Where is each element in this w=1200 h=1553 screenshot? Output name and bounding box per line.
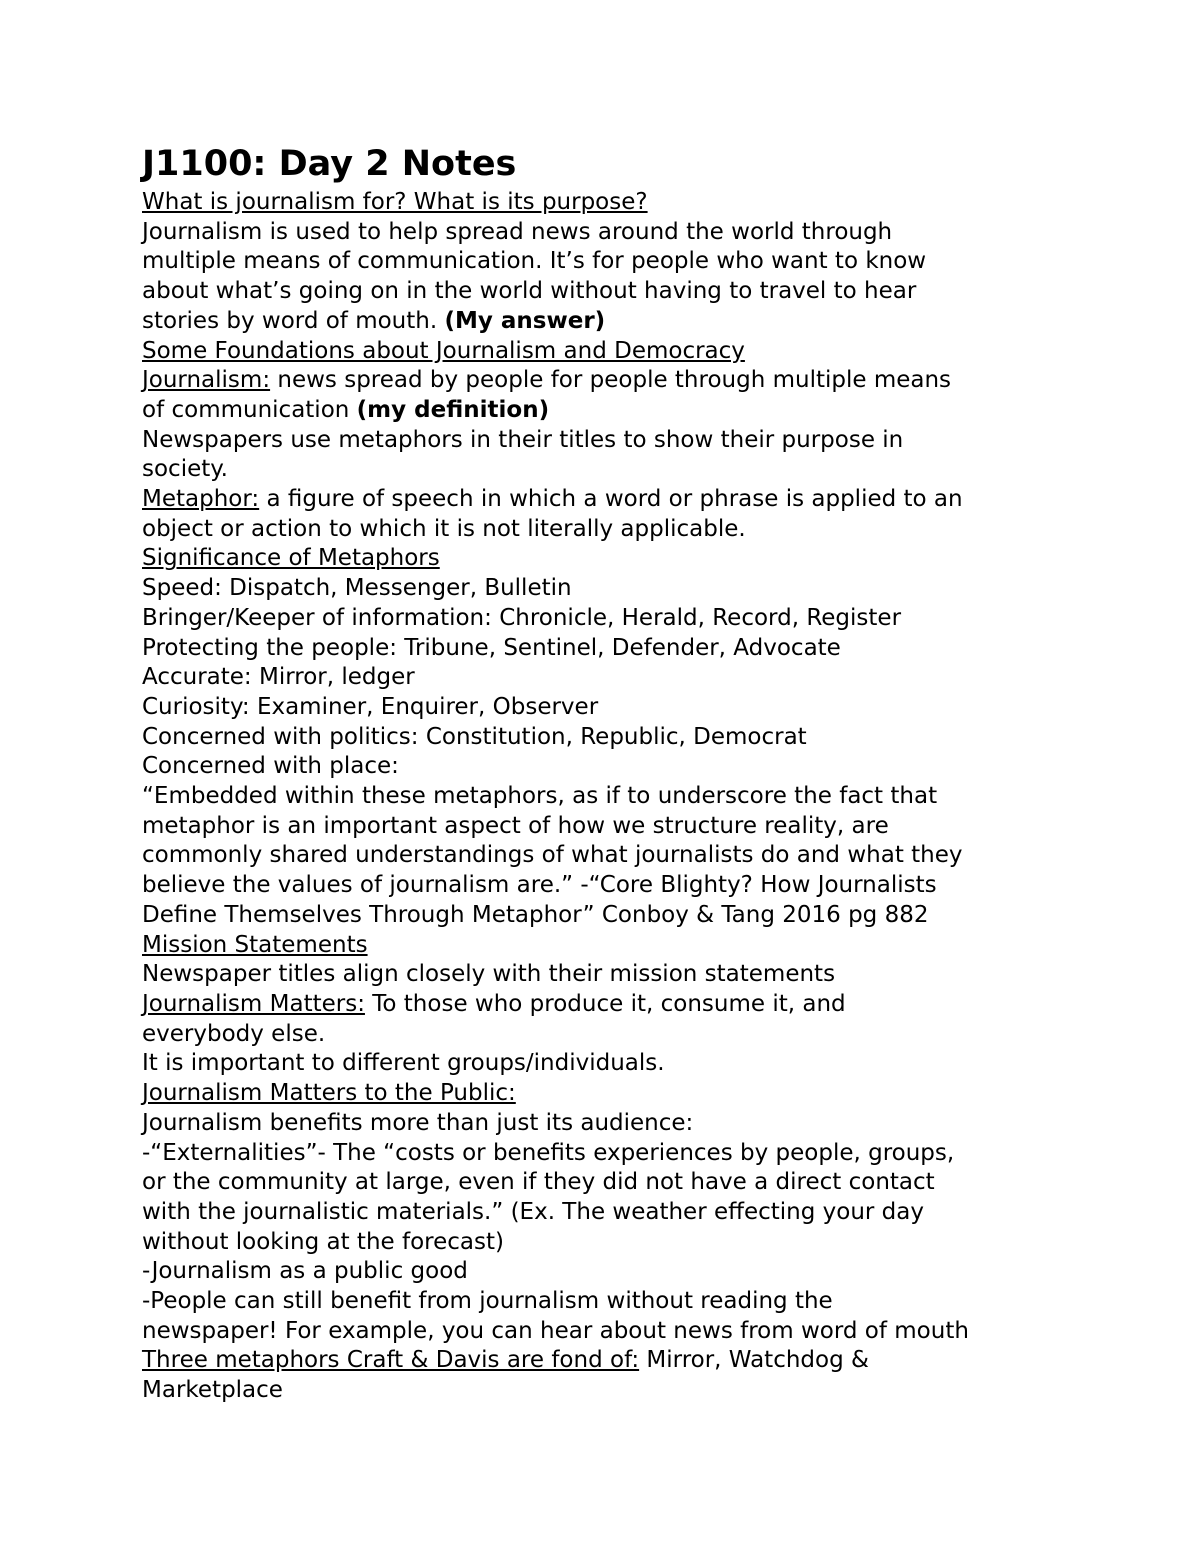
text-run: Concerned with place: xyxy=(142,753,399,780)
text-line xyxy=(142,426,1072,456)
bold-run: (my definition) xyxy=(356,396,550,423)
text-line xyxy=(142,693,1072,723)
text-run: newspaper! For example, you can hear about news from word of mouth xyxy=(142,1317,969,1344)
heading-run: Significance of Metaphors xyxy=(142,545,440,572)
text-run: of communication xyxy=(142,396,357,423)
heading-run: Metaphor: xyxy=(142,486,260,513)
text-line xyxy=(142,1139,1072,1169)
text-line xyxy=(142,931,1072,961)
heading-run: Journalism Matters to the Public: xyxy=(142,1080,516,1107)
text-run: Newspapers use metaphors in their titles to show their purpose in xyxy=(142,426,904,453)
text-line xyxy=(142,1079,1072,1109)
text-line xyxy=(142,812,1072,842)
text-line xyxy=(142,515,1072,545)
heading-run: Journalism: xyxy=(142,367,271,394)
text-line xyxy=(142,1168,1072,1198)
text-run: Mirror, Watchdog & xyxy=(639,1347,869,1374)
text-run: Newspaper titles align closely with their mission statements xyxy=(142,961,836,988)
text-run: with the journalistic materials.” (Ex. The weather effecting your day xyxy=(142,1198,924,1225)
text-line xyxy=(142,723,1072,753)
text-line xyxy=(142,485,1072,515)
text-run: about what’s going on in the world without having to travel to hear xyxy=(142,278,917,305)
text-line xyxy=(142,634,1072,664)
document-body xyxy=(142,188,1072,1406)
text-run: everybody else. xyxy=(142,1020,326,1047)
text-line xyxy=(142,1228,1072,1258)
text-line xyxy=(142,871,1072,901)
text-line xyxy=(142,1198,1072,1228)
text-run: Concerned with politics: Constitution, Republic, Democrat xyxy=(142,723,807,750)
text-run: society. xyxy=(142,456,228,483)
text-line xyxy=(142,366,1072,396)
text-run: metaphor is an important aspect of how we structure reality, are xyxy=(142,812,889,839)
text-line xyxy=(142,1287,1072,1317)
text-run: Journalism benefits more than just its audience: xyxy=(142,1109,694,1136)
heading-run: Some Foundations about Journalism and Democracy xyxy=(142,337,745,364)
text-run: It is important to different groups/individuals. xyxy=(142,1050,665,1077)
heading-run: Mission Statements xyxy=(142,931,368,958)
text-line xyxy=(142,1109,1072,1139)
text-run: Marketplace xyxy=(142,1377,283,1404)
text-run: Define Themselves Through Metaphor” Conboy & Tang 2016 pg 882 xyxy=(142,901,929,928)
text-run: without looking at the forecast) xyxy=(142,1228,504,1255)
heading-run: What is journalism for? What is its purpose? xyxy=(142,189,648,215)
text-line xyxy=(142,1020,1072,1050)
text-run: -“Externalities”- The “costs or benefits experiences by people, groups, xyxy=(142,1139,955,1166)
text-line xyxy=(142,663,1072,693)
text-line xyxy=(142,1317,1072,1347)
text-run: “Embedded within these metaphors, as if to underscore the fact that xyxy=(142,783,938,810)
text-line xyxy=(142,544,1072,574)
text-line xyxy=(142,960,1072,990)
text-line xyxy=(142,307,1072,337)
text-line xyxy=(142,1346,1072,1376)
text-line xyxy=(142,782,1072,812)
text-line xyxy=(142,752,1072,782)
text-line xyxy=(142,247,1072,277)
text-run: multiple means of communication. It’s for people who want to know xyxy=(142,248,927,275)
text-line xyxy=(142,218,1072,248)
text-run: believe the values of journalism are.” -“Core Blighty? How Journalists xyxy=(142,872,937,899)
text-line xyxy=(142,455,1072,485)
text-run: To those who produce it, consume it, and xyxy=(364,990,846,1017)
text-run: Protecting the people: Tribune, Sentinel, Defender, Advocate xyxy=(142,634,841,661)
text-line xyxy=(142,990,1072,1020)
heading-run: Three metaphors Craft & Davis are fond of: xyxy=(142,1347,640,1374)
text-run: Journalism is used to help spread news around the world through xyxy=(142,218,893,245)
text-run: Speed: Dispatch, Messenger, Bulletin xyxy=(142,575,572,602)
text-line xyxy=(142,277,1072,307)
text-line xyxy=(142,188,1072,218)
text-line xyxy=(142,604,1072,634)
text-line xyxy=(142,901,1072,931)
document-page xyxy=(142,140,1072,1406)
text-line xyxy=(142,1376,1072,1406)
text-line xyxy=(142,337,1072,367)
text-run: object or action to which it is not literally applicable. xyxy=(142,515,746,542)
text-run: Curiosity: Examiner, Enquirer, Observer xyxy=(142,693,599,720)
text-run: -People can still benefit from journalism without reading the xyxy=(142,1288,833,1315)
text-run: or the community at large, even if they did not have a direct contact xyxy=(142,1169,935,1196)
heading-run: Journalism Matters: xyxy=(142,990,365,1017)
text-run: news spread by people for people through multiple means xyxy=(270,367,952,394)
text-run: Accurate: Mirror, ledger xyxy=(142,664,415,691)
text-run: commonly shared understandings of what journalists do and what they xyxy=(142,842,963,869)
text-run: a figure of speech in which a word or phrase is applied to an xyxy=(259,486,963,513)
text-line xyxy=(142,396,1072,426)
text-line xyxy=(142,574,1072,604)
text-line xyxy=(142,841,1072,871)
text-run: -Journalism as a public good xyxy=(142,1258,468,1285)
text-line xyxy=(142,1049,1072,1079)
text-run: stories by word of mouth. xyxy=(142,307,445,334)
bold-run: (My answer) xyxy=(444,307,606,334)
text-line xyxy=(142,1257,1072,1287)
text-run: Bringer/Keeper of information: Chronicle, Herald, Record, Register xyxy=(142,604,902,631)
document-title: J1100: Day 2 Notes xyxy=(142,144,517,184)
